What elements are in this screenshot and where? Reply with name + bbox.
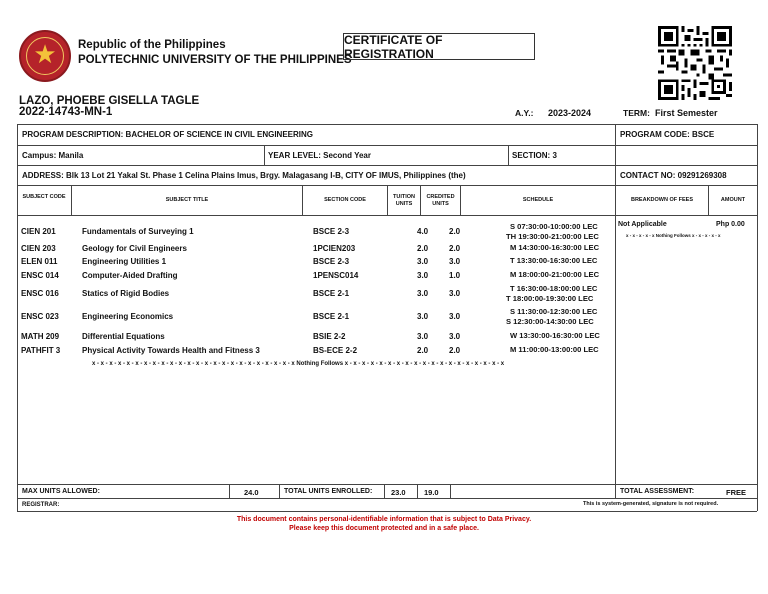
subject-code: CIEN 201 (21, 227, 56, 236)
section-code: 1PCIEN203 (313, 244, 356, 253)
total-assessment-value: FREE (726, 488, 747, 497)
divider (229, 484, 230, 498)
divider (17, 165, 757, 166)
section-code: BSCE 2-3 (313, 257, 350, 266)
divider (417, 484, 418, 498)
tuition-units: 4.0 (417, 227, 429, 236)
credited-units: 2.0 (449, 227, 461, 236)
schedule-line: M 18:00:00-21:00:00 LEC (510, 270, 600, 279)
credited-units: 1.0 (449, 271, 461, 280)
tuition-units: 2.0 (417, 346, 429, 355)
subject-code: ENSC 023 (21, 312, 59, 321)
credited-units: 3.0 (449, 289, 461, 298)
divider (279, 484, 280, 498)
fees-nothing-follows: x - x - x - x - x Nothing Follows x - x - x - x - x (626, 233, 721, 238)
col-amount: AMOUNT (720, 197, 746, 203)
tuition-units: 3.0 (417, 257, 429, 266)
tuition-units: 3.0 (417, 312, 429, 321)
registrar-label: REGISTRAR: (22, 502, 60, 508)
tuition-units: 2.0 (417, 244, 429, 253)
university-name: POLYTECHNIC UNIVERSITY OF THE PHILIPPINES (78, 54, 352, 66)
schedule-line: M 14:30:00-16:30:00 LEC (510, 243, 600, 252)
section-code: BS-ECE 2-2 (313, 346, 358, 355)
student-name: LAZO, PHOEBE GISELLA TAGLE (19, 95, 200, 107)
fee-item: Not Applicable (618, 221, 667, 228)
divider (17, 498, 757, 499)
subject-code: ELEN 011 (21, 257, 58, 266)
subject-title: Physical Activity Towards Health and Fitness 3 (82, 346, 260, 355)
credited-units: 3.0 (449, 312, 461, 321)
tuition-units: 3.0 (417, 289, 429, 298)
subject-title: Geology for Civil Engineers (82, 244, 187, 253)
qr-code-icon (658, 26, 732, 100)
section-code: BSCE 2-1 (313, 312, 350, 321)
subject-title: Engineering Economics (82, 312, 174, 321)
divider (17, 511, 757, 512)
year-level: YEAR LEVEL: Second Year (268, 151, 371, 160)
subject-code: MATH 209 (21, 332, 60, 341)
divider (508, 145, 509, 165)
tuition-units: 3.0 (417, 332, 429, 341)
col-tuition-units: TUITION UNITS (393, 194, 415, 207)
schedule-line: W 13:30:00-16:30:00 LEC (510, 331, 600, 340)
term-label: TERM: (623, 108, 650, 118)
divider (17, 124, 18, 511)
credited-units: 3.0 (449, 257, 461, 266)
address: ADDRESS: Blk 13 Lot 21 Yakal St. Phase 1 Celina Plains Imus, Brgy. Malagasang I-B, CITY OF IMUS, Philippines (the) (22, 171, 466, 180)
schedule-line: M 11:00:00-13:00:00 LEC (510, 345, 599, 354)
credited-units: 2.0 (449, 346, 461, 355)
subject-title: Fundamentals of Surveying 1 (82, 227, 194, 236)
fee-amount: Php 0.00 (716, 221, 745, 228)
contact-number: CONTACT NO: 09291269308 (620, 171, 727, 180)
divider (17, 145, 757, 146)
divider (615, 124, 616, 498)
subject-title: Engineering Utilities 1 (82, 257, 167, 266)
col-section-code: SECTION CODE (324, 197, 366, 203)
subject-code: PATHFIT 3 (21, 346, 61, 355)
divider (450, 484, 451, 498)
program-description: PROGRAM DESCRIPTION: BACHELOR OF SCIENCE IN CIVIL ENGINEERING (22, 130, 313, 139)
schedule-line: S 11:30:00-12:30:00 LEC (510, 307, 598, 316)
schedule-line: S 12:30:00-14:30:00 LEC (506, 317, 594, 326)
col-schedule: SCHEDULE (522, 197, 554, 203)
subject-title: Computer-Aided Drafting (82, 271, 178, 280)
total-units-enrolled-label: TOTAL UNITS ENROLLED: (284, 488, 373, 495)
campus: Campus: Manila (22, 151, 84, 160)
max-units-value: 24.0 (244, 488, 259, 497)
academic-year-label: A.Y.: (515, 108, 534, 118)
divider (17, 215, 757, 216)
subject-code: CIEN 203 (21, 244, 56, 253)
program-code: PROGRAM CODE: BSCE (620, 130, 715, 139)
total-assessment-label: TOTAL ASSESSMENT: (620, 488, 695, 495)
subject-code: ENSC 014 (21, 271, 59, 280)
credited-units: 3.0 (449, 332, 461, 341)
section-code: 1PENSC014 (313, 271, 359, 280)
max-units-label: MAX UNITS ALLOWED: (22, 488, 100, 495)
col-subject-title: SUBJECT TITLE (165, 197, 209, 203)
divider (17, 124, 757, 125)
total-credited-units: 19.0 (424, 488, 439, 497)
subject-title: Differential Equations (82, 332, 165, 341)
schedule-line: T 18:00:00-19:30:00 LEC (506, 294, 594, 303)
divider (384, 484, 385, 498)
republic-label: Republic of the Philippines (78, 39, 226, 51)
schedule-line: TH 19:30:00-21:00:00 LEC (506, 232, 599, 241)
subject-code: ENSC 016 (21, 289, 59, 298)
section-code: BSCE 2-1 (313, 289, 350, 298)
student-number: 2022-14743-MN-1 (19, 106, 113, 118)
academic-year-value: 2023-2024 (548, 108, 592, 118)
nothing-follows-line: x - x - x - x - x - x - x - x - x - x - x - x - x - x - x - x - x - x - x - x - x - x - x - x Nothing Follows x - x - x - x - x - x - x - x - x - x - x - x - x - x - x - x - x - x - x (92, 361, 505, 367)
credited-units: 2.0 (449, 244, 461, 253)
certificate-title: CERTIFICATE OF REGISTRATION (343, 33, 535, 60)
col-credited-units: CREDITED UNITS (426, 194, 455, 207)
col-breakdown-of-fees: BREAKDOWN OF FEES (630, 197, 694, 203)
system-generated-note: This is system-generated, signature is not required. (583, 501, 719, 507)
section: SECTION: 3 (512, 151, 557, 160)
divider (17, 484, 757, 485)
term-value: First Semester (655, 108, 718, 118)
schedule-line: T 16:30:00-18:00:00 LEC (510, 284, 598, 293)
privacy-notice-1: This document contains personal-identifiable information that is subject to Data Privacy. (236, 516, 532, 523)
col-subject-code: SUBJECT CODE (22, 194, 66, 200)
university-seal-icon: ★ (19, 30, 71, 82)
subject-title: Statics of Rigid Bodies (82, 289, 170, 298)
divider (264, 145, 265, 165)
tuition-units: 3.0 (417, 271, 429, 280)
section-code: BSIE 2-2 (313, 332, 346, 341)
schedule-line: T 13:30:00-16:30:00 LEC (510, 256, 598, 265)
schedule-line: S 07:30:00-10:00:00 LEC (510, 222, 598, 231)
section-code: BSCE 2-3 (313, 227, 350, 236)
divider (757, 124, 758, 511)
total-tuition-units: 23.0 (391, 488, 406, 497)
privacy-notice-2: Please keep this document protected and in a safe place. (289, 525, 479, 532)
